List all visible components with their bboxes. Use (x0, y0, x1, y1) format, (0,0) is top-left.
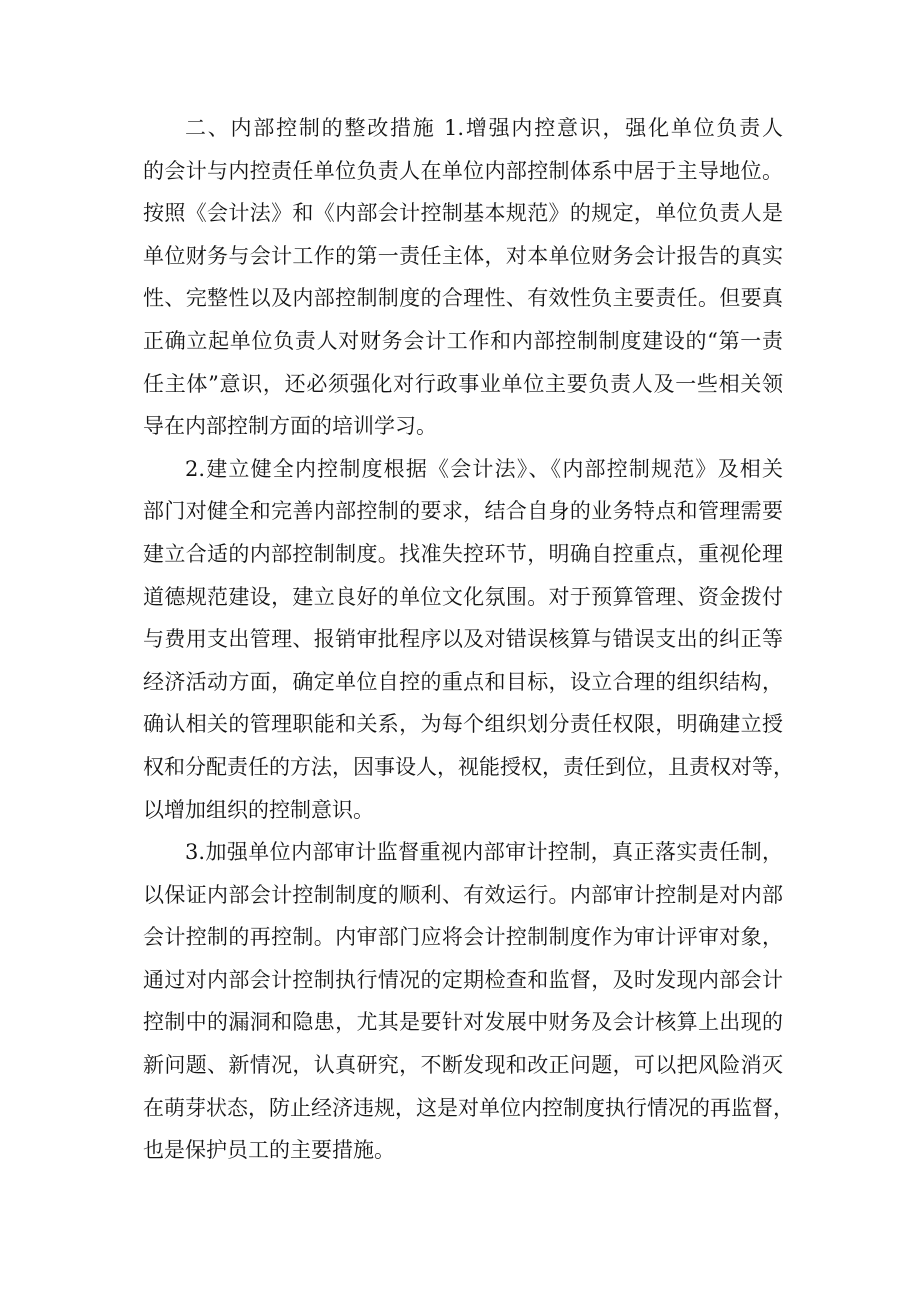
paragraph-2-line-1: 2.建立健全内控制度根据《会计法》、《内部控制规范》及相关 (185, 456, 783, 481)
paragraph-1-line-6: 正确立起单位负责人对财务会计工作和内部控制制度建设的“第一责 (143, 328, 783, 353)
paragraph-1-line-4: 单位财务与会计工作的第一责任主体，对本单位财务会计报告的真实 (143, 243, 783, 268)
paragraph-2-line-2: 部门对健全和完善内部控制的要求，结合自身的业务特点和管理需要 (143, 499, 783, 524)
paragraph-3-line-4: 通过对内部会计控制执行情况的定期检查和监督，及时发现内部会计 (143, 967, 783, 992)
paragraph-1-line-7: 任主体”意识，还必须强化对行政事业单位主要负责人及一些相关领 (143, 371, 783, 396)
paragraph-2-line-9: 以增加组织的控制意识。 (143, 797, 374, 822)
document-body (143, 107, 794, 1172)
paragraph-3-line-8: 也是保护员工的主要措施。 (143, 1138, 395, 1163)
paragraph-2-line-3: 建立合适的内部控制制度。找准失控环节，明确自控重点，重视伦理 (143, 541, 783, 566)
paragraph-2-line-8: 权和分配责任的方法，因事设人，视能授权，责任到位，且责权对等， (143, 754, 794, 779)
paragraph-3-line-6: 新问题、新情况，认真研究，不断发现和改正问题，可以把风险消灭 (143, 1053, 783, 1078)
paragraph-3-line-1: 3.加强单位内部审计监督重视内部审计控制，真正落实责任制， (185, 840, 783, 865)
paragraph-1-line-8: 导在内部控制方面的培训学习。 (143, 414, 437, 439)
paragraph-1 (143, 107, 783, 448)
paragraph-3-line-5: 控制中的漏洞和隐患，尤其是要针对发展中财务及会计核算上出现的 (143, 1010, 783, 1035)
paragraph-2-line-4: 道德规范建设，建立良好的单位文化氛围。对于预算管理、资金拨付 (143, 584, 783, 609)
paragraph-2-line-5: 与费用支出管理、报销审批程序以及对错误核算与错误支出的纠正等 (143, 627, 783, 652)
paragraph-3-line-7: 在萌芽状态，防止经济违规，这是对单位内控制度执行情况的再监督， (143, 1095, 794, 1120)
paragraph-3 (143, 831, 794, 1172)
paragraph-2 (143, 448, 794, 831)
paragraph-2-line-7: 确认相关的管理职能和关系，为每个组织划分责任权限，明确建立授 (143, 712, 783, 737)
paragraph-3-line-3: 会计控制的再控制。内审部门应将会计控制制度作为审计评审对象， (143, 925, 783, 950)
paragraph-1-line-1: 二、内部控制的整改措施 1.增强内控意识，强化单位负责人 (185, 116, 783, 140)
paragraph-2-line-6: 经济活动方面，确定单位自控的重点和目标，设立合理的组织结构， (143, 669, 783, 694)
paragraph-1-line-2: 的会计与内控责任单位负责人在单位内部控制体系中居于主导地位。 (143, 158, 783, 183)
paragraph-1-line-3: 按照《会计法》和《内部会计控制基本规范》的规定，单位负责人是 (143, 201, 783, 226)
paragraph-1-line-5: 性、完整性以及内部控制制度的合理性、有效性负主要责任。但要真 (143, 286, 783, 311)
paragraph-3-line-2: 以保证内部会计控制制度的顺利、有效运行。内部审计控制是对内部 (143, 882, 783, 907)
